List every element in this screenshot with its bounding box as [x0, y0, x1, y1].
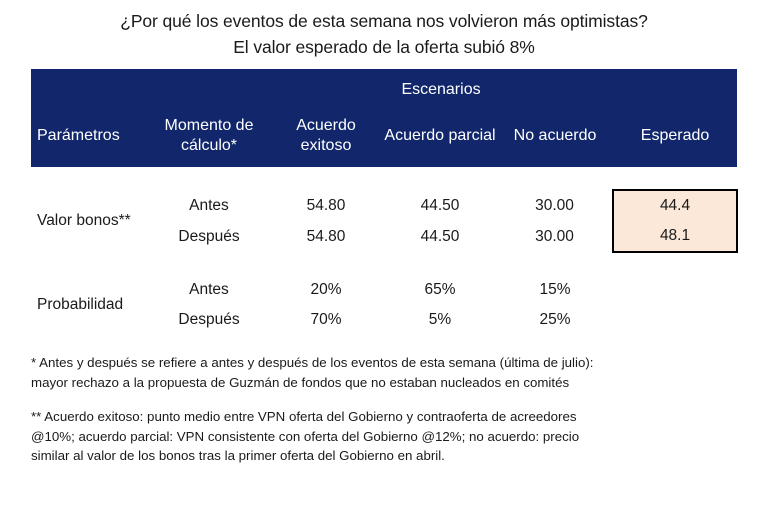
cell-expected: [613, 275, 737, 305]
footnote-2-line-3: similar al valor de los bonos tras la primer oferta del Gobierno en abril.: [31, 448, 445, 463]
header-blank-right: [613, 69, 737, 105]
cell-deal-partial: 5%: [428, 311, 452, 328]
footnote-1-line-1: * Antes y después se refiere a antes y después de los eventos de esta semana (última de julio):: [31, 355, 594, 370]
footnotes: [31, 353, 741, 466]
cell-expected-highlight: 48.1: [613, 221, 737, 252]
cell-moment: Antes: [189, 196, 229, 214]
header-deal-success: Acuerdo exitoso: [269, 105, 383, 167]
cell-deal-partial: 44.50: [420, 196, 460, 214]
footnote-1: [31, 353, 741, 392]
header-deal-partial: Acuerdo parcial: [383, 105, 497, 167]
spacer-cell: [613, 252, 737, 275]
cell-no-deal: 15%: [539, 281, 571, 298]
header-expected: Esperado: [613, 105, 737, 167]
spacer-cell: [31, 167, 149, 190]
cell-no-deal: 25%: [539, 311, 571, 328]
cell-deal-success: 54.80: [306, 196, 346, 214]
cell-deal-success: 70%: [310, 311, 342, 328]
title-line-2: El valor esperado de la oferta subió 8%: [233, 37, 535, 57]
spacer-cell: [149, 167, 269, 190]
row-label-valor-bonos: Valor bonos**: [37, 212, 131, 229]
title-line-1: ¿Por qué los eventos de esta semana nos volvieron más optimistas?: [120, 11, 648, 31]
footnote-2-line-1: ** Acuerdo exitoso: punto medio entre VPN oferta del Gobierno y contraoferta de acreedores: [31, 409, 577, 424]
spacer-cell: [497, 252, 613, 275]
spacer-cell: [31, 252, 149, 275]
cell-deal-partial: 44.50: [420, 227, 460, 245]
header-moment: Momento de cálculo*: [149, 105, 269, 167]
cell-moment: Antes: [189, 281, 229, 298]
page-title: [0, 0, 768, 60]
table-header-group-row: [31, 69, 737, 105]
cell-expected-highlight: 44.4: [613, 190, 737, 221]
scenarios-table: [31, 69, 738, 335]
header-no-deal: No acuerdo: [497, 105, 613, 167]
cell-deal-success: 20%: [310, 281, 342, 298]
cell-no-deal: 30.00: [535, 196, 574, 214]
footnote-2: [31, 407, 741, 466]
data-table-container: [31, 69, 737, 335]
header-parameters: Parámetros: [31, 105, 149, 167]
table-spacer-row: [31, 167, 737, 190]
header-blank-moment: [149, 69, 269, 105]
table-row: [31, 190, 737, 221]
cell-moment: Después: [178, 227, 240, 245]
cell-deal-success: 54.80: [306, 227, 346, 245]
table-header-row: [31, 105, 737, 167]
cell-no-deal: 30.00: [535, 227, 574, 245]
spacer-cell: [613, 167, 737, 190]
cell-moment: Después: [178, 311, 240, 328]
spacer-cell: [497, 167, 613, 190]
spacer-cell: [383, 252, 497, 275]
spacer-cell: [383, 167, 497, 190]
table-spacer-row: [31, 252, 737, 275]
table-row: [31, 275, 737, 305]
spacer-cell: [269, 252, 383, 275]
row-label-probabilidad: Probabilidad: [37, 296, 124, 313]
cell-deal-partial: 65%: [424, 281, 456, 298]
footnote-2-line-2: @10%; acuerdo parcial: VPN consistente con oferta del Gobierno @12%; no acuerdo: precio: [31, 428, 580, 444]
footnote-1-line-2: mayor rechazo a la propuesta de Guzmán de fondos que no estaban nucleados en comités: [31, 374, 570, 390]
cell-expected: [613, 305, 737, 335]
spacer-cell: [269, 167, 383, 190]
spacer-cell: [149, 252, 269, 275]
header-blank-left: [31, 69, 149, 105]
header-scenarios: Escenarios: [269, 69, 613, 105]
